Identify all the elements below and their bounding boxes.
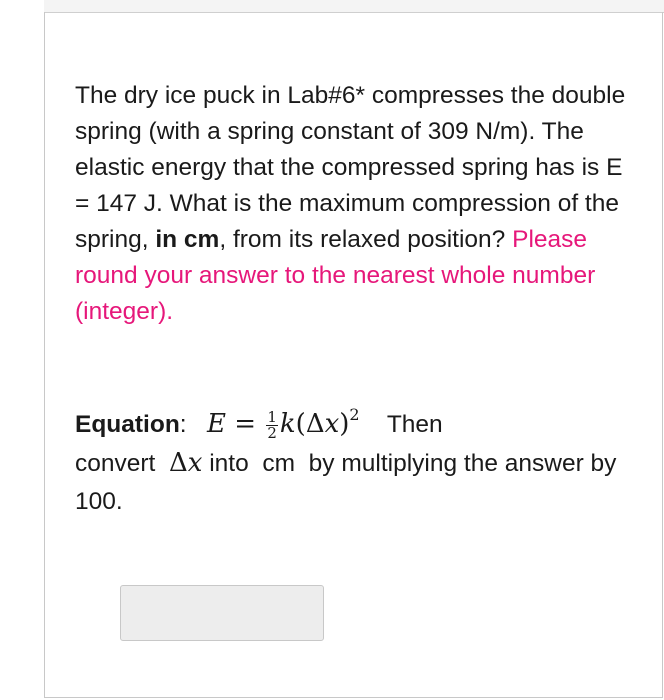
equation-label: Equation: [75, 411, 180, 438]
question-part2: , from its relaxed position?: [219, 226, 513, 253]
convert-delta: Δ: [168, 448, 188, 478]
answer-input[interactable]: [120, 585, 324, 641]
rounding-hint: Please round your answer to the nearest whole number (integer).: [75, 226, 596, 325]
formula-x: x: [324, 409, 340, 439]
convert-delta-x: [169, 448, 202, 478]
fraction-denominator: 2: [267, 423, 277, 442]
formula-exponent: 2: [349, 405, 360, 424]
equation-formula: [207, 405, 360, 442]
question-bold-unit: in cm: [155, 226, 220, 253]
convert-x: x: [187, 448, 203, 478]
question-text: [75, 78, 635, 330]
convert-word: convert: [75, 450, 156, 477]
equation-then: Then: [386, 411, 443, 438]
formula-delta: Δ: [305, 409, 325, 439]
convert-cm: cm: [262, 450, 296, 477]
formula-k: k: [279, 409, 296, 439]
question-part1: The dry ice puck in Lab#6* compresses the double spring (with a spring constant of 309 N/m). The elastic energy that the compressed spring has is E = 147 J. What is the maximum compression of the spring,: [75, 82, 626, 253]
convert-into: into: [209, 450, 249, 477]
formula-close-paren: ): [339, 409, 350, 439]
formula-equals: =: [226, 409, 265, 439]
formula-energy: E: [207, 409, 227, 439]
equation-block: [75, 396, 635, 521]
formula-open-paren: (: [295, 409, 306, 439]
fraction-numerator: 1: [267, 407, 277, 426]
formula-fraction: [266, 407, 278, 442]
convert-rest: by multiplying the answer by 100.: [75, 450, 617, 515]
equation-colon: :: [179, 411, 187, 438]
